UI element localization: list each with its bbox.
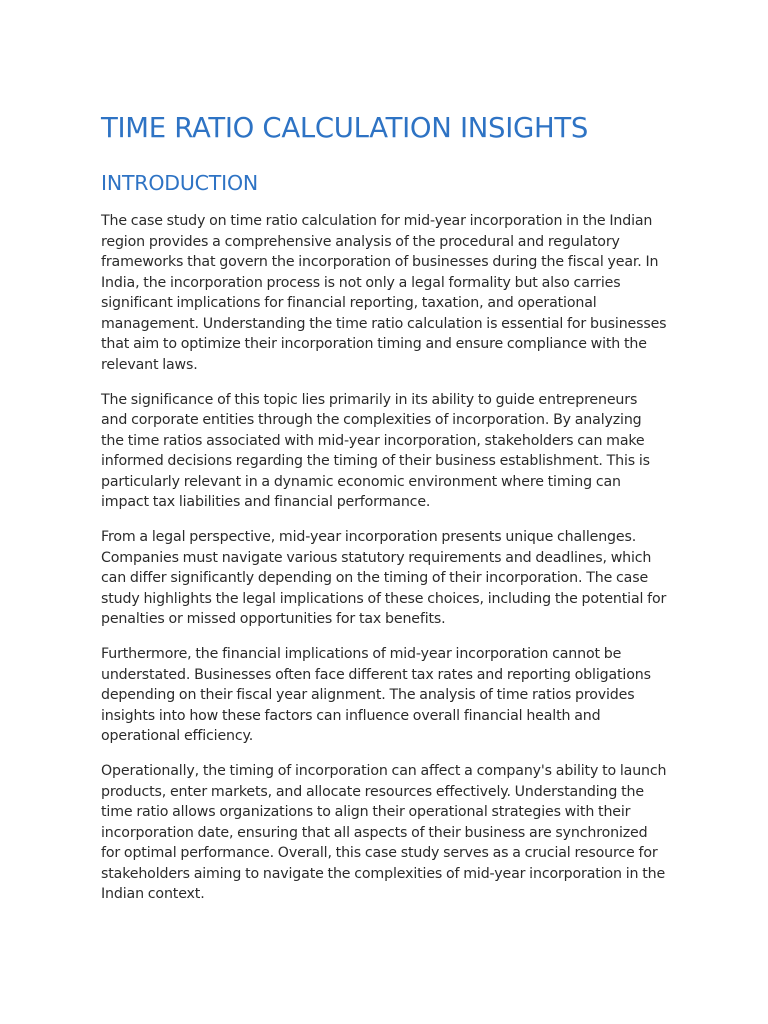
- section-heading-introduction: INTRODUCTION: [101, 171, 259, 195]
- paragraph: The case study on time ratio calculation for mid-year incorporation in the Indian region provides a comprehensive analysis of the procedural and regulatory frameworks that govern the incorporation of businesses during the fiscal year. In India, the incorporation process is not only a legal formality but also carries significant implications for financial reporting, taxation, and operational management. Understanding the time ratio calculation is essential for businesses that aim to optimize their incorporation timing and ensure compliance with the relevant laws.: [101, 213, 667, 373]
- introduction-body: [101, 211, 667, 905]
- paragraph: Furthermore, the financial implications of mid-year incorporation cannot be understated. Businesses often face different tax rates and reporting obligations depending on their fiscal year alignment. The analysis of time ratios provides insights into how these factors can influence overall financial health and operational efficiency.: [101, 646, 651, 744]
- document-title: TIME RATIO CALCULATION INSIGHTS: [101, 112, 589, 144]
- paragraph: From a legal perspective, mid-year incorporation presents unique challenges. Companies must navigate various statutory requirements and deadlines, which can differ significantly depending on the timing of their incorporation. The case study highlights the legal implications of these choices, including the potential for penalties or missed opportunities for tax benefits.: [101, 529, 667, 627]
- document-content: [101, 108, 667, 919]
- paragraph: The significance of this topic lies primarily in its ability to guide entrepreneurs and corporate entities through the complexities of incorporation. By analyzing the time ratios associated with mid-year incorporation, stakeholders can make informed decisions regarding the timing of their business establishment. This is particularly relevant in a dynamic economic environment where timing can impact tax liabilities and financial performance.: [101, 391, 650, 510]
- paragraph: Operationally, the timing of incorporation can affect a company's ability to launch products, enter markets, and allocate resources effectively. Understanding the time ratio allows organizations to align their operational strategies with their incorporation date, ensuring that all aspects of their business are synchronized for optimal performance. Overall, this case study serves as a crucial resource for stakeholders aiming to navigate the complexities of mid-year incorporation in the Indian context.: [101, 763, 667, 902]
